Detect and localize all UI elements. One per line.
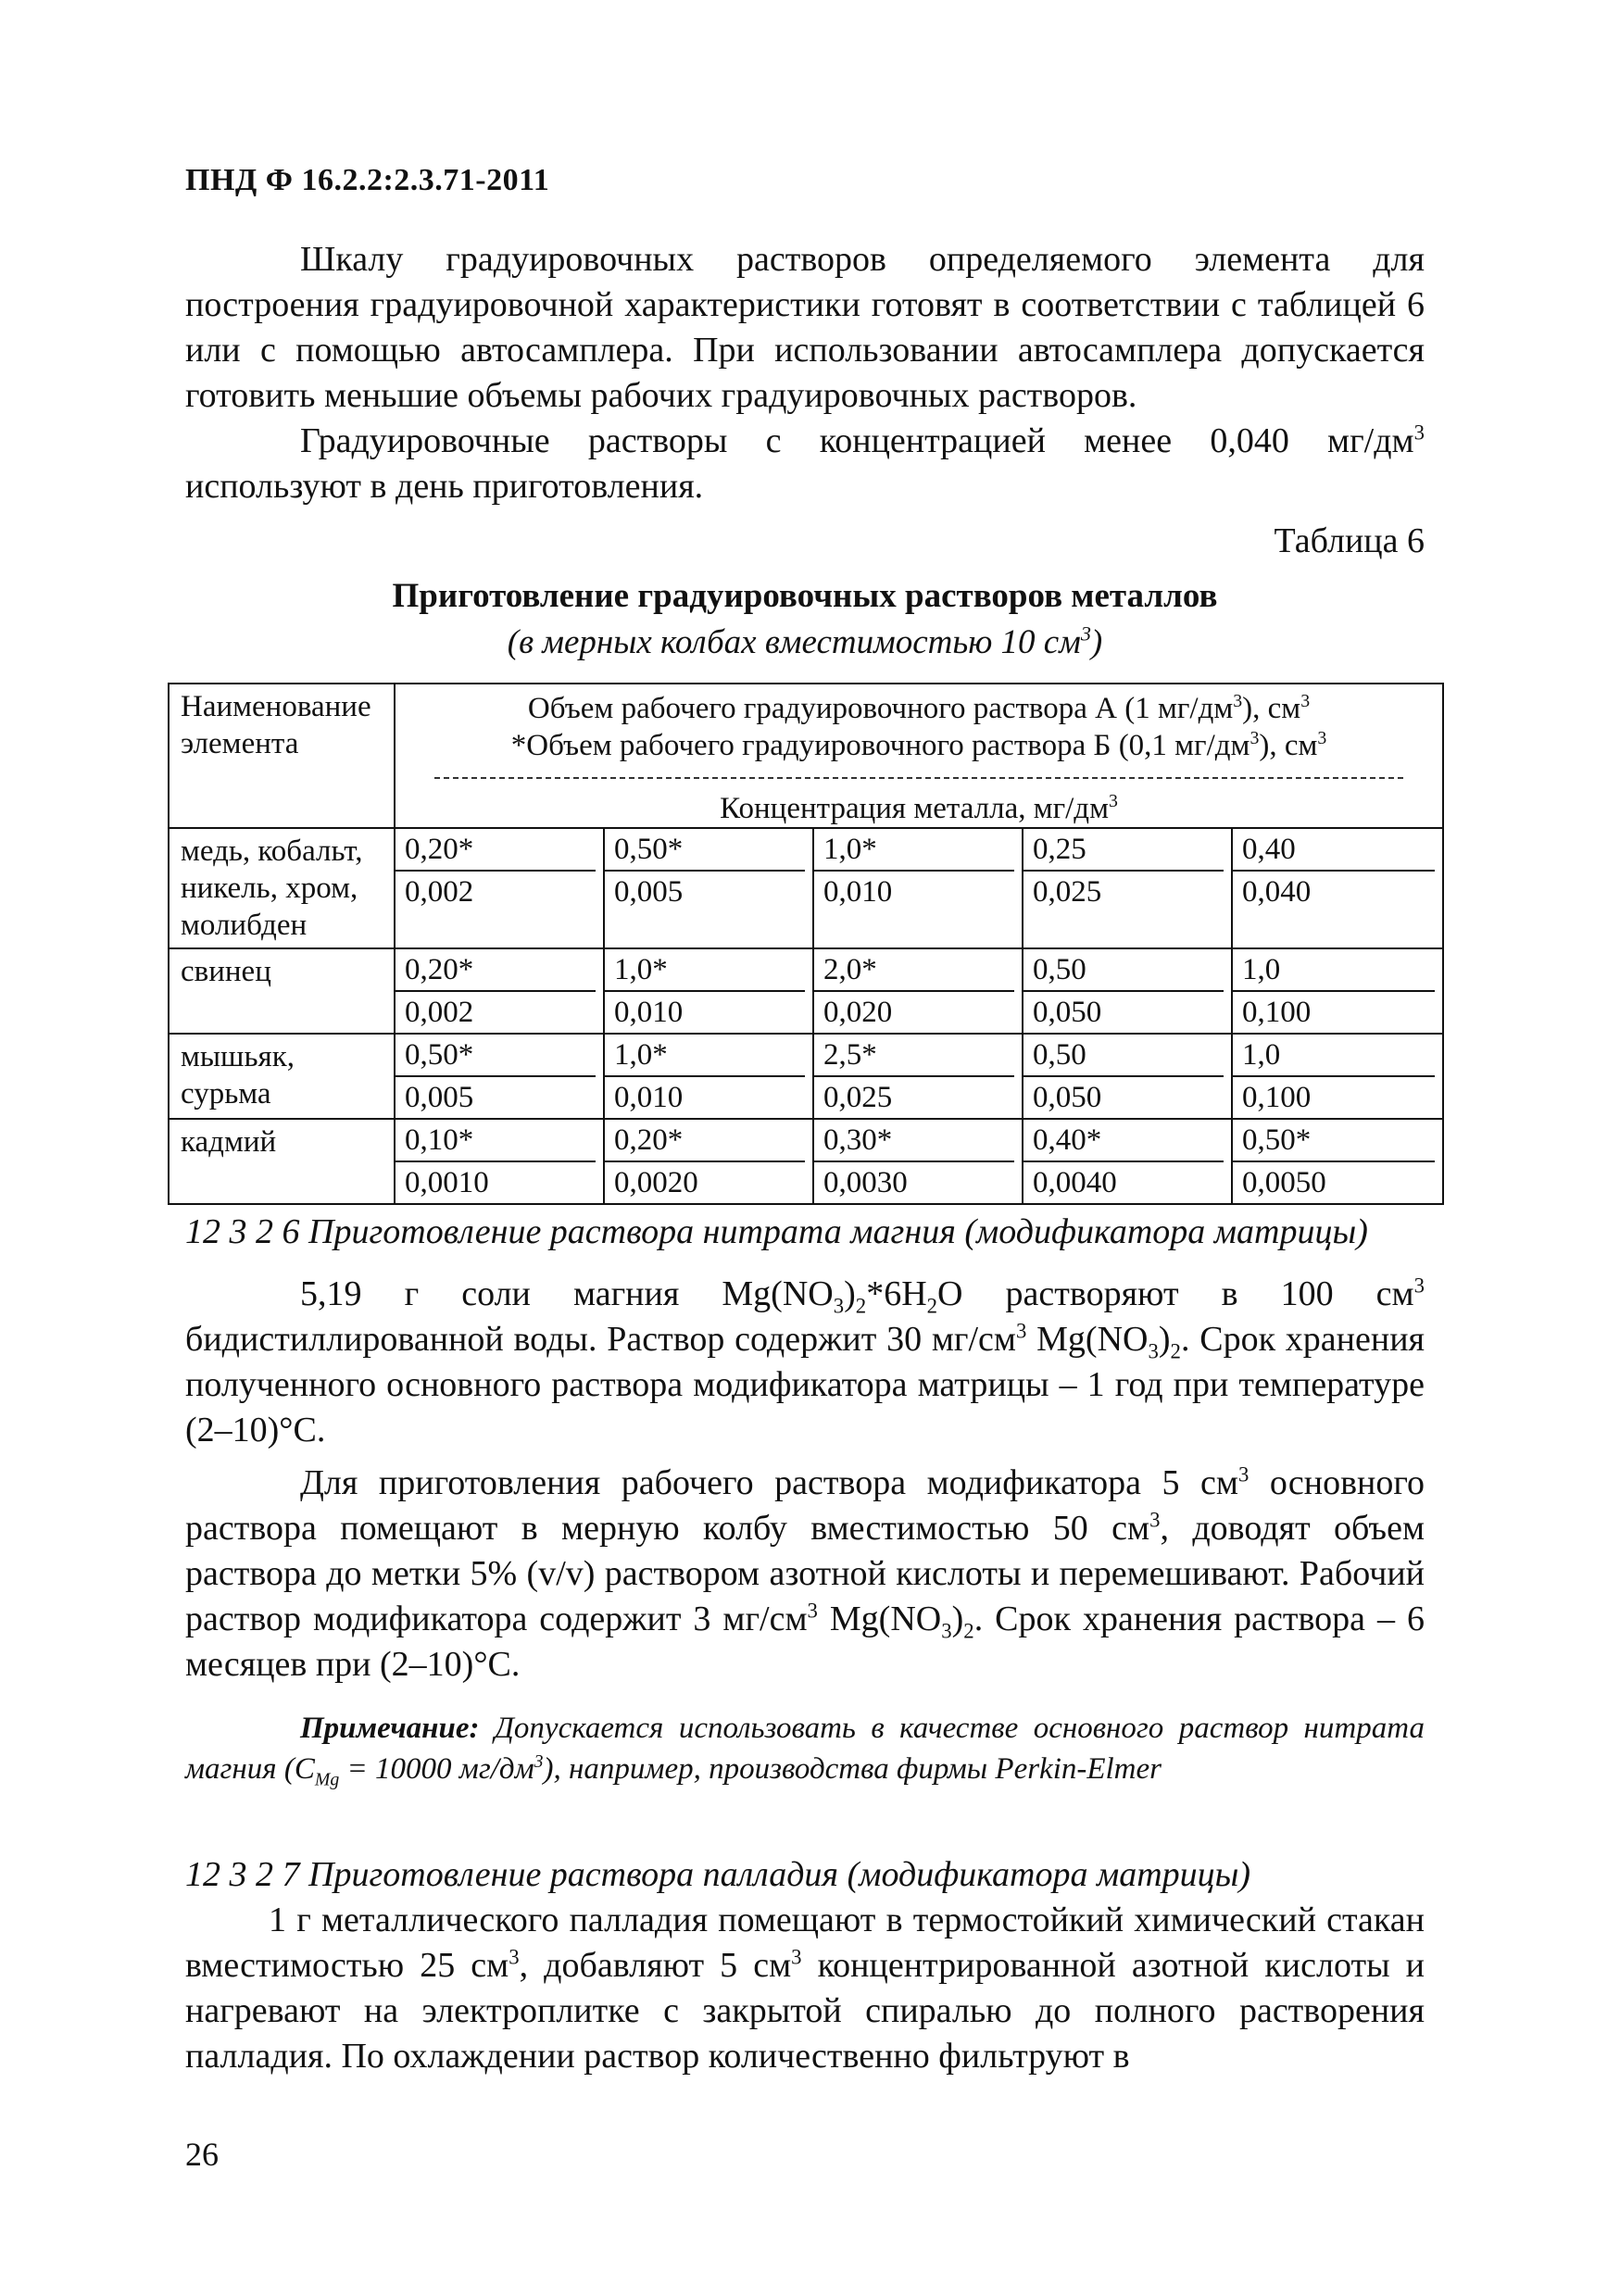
volume-value: 0,25 [1023,829,1224,872]
section-12-3-2-6-paragraph-2: Для приготовления рабочего раствора модификатора 5 $см^3$ основного раствора помещают в мерную колбу вместимостью 50 $см^3$, доводят объем раствора до метки 5% (v/v) раствором азотной кислоты и перемешивают. Рабочий раствор модификатора содержит 3 $мг/см^3$ $Mg(NO_3)_2$. Срок хранения раствора – 6 месяцев при (2–10)°C. [185,1462,1425,1684]
value-cell [813,1119,1023,1204]
value-cell [1023,1119,1232,1204]
concentration-value: 0,0050 [1242,1166,1326,1199]
section-12-3-2-7-paragraph-1: 1 г металлического палладия помещают в термостойкий химический стакан вместимостью 25 $см^3$, добавляют 5 $см^3$ концентрированной азотной кислоты и нагревают на электроплитке с закрытой спиралью до полного растворения палладия. По охлаждении раствор количественно фильтруют в [185,1901,1425,2076]
volume-value: 0,40* [1023,1120,1224,1162]
value-cell [1232,948,1443,1034]
volume-value: 2,0* [814,949,1014,992]
section-12-3-2-6-note: Примечание: Допускается использовать в качестве основного раствор нитрата магния ($C_{Mg} = 10000$ $мг/дм^3$), например, производства фирмы Perkin-Elmer [185,1712,1425,1790]
value-cell [1023,828,1232,948]
volume-value: 0,30* [814,1120,1014,1162]
section-12-3-2-6-paragraph-1: 5,19 г соли магния $Mg(NO_3)_2*6H_2O$ растворяют в 100 $см^3$ бидистиллированной воды. Раствор содержит 30 $мг/см^3$ $Mg(NO_3)_2$. Срок хранения полученного основного раствора модификатора матрицы – 1 год при температуре (2–10)°C. [185,1273,1425,1449]
value-cell [604,948,813,1034]
value-cell [604,828,813,948]
table-body [169,828,1443,1204]
value-cell [604,1119,813,1204]
concentration-value: 0,0040 [1033,1166,1117,1199]
concentration-value: 0,025 [1033,875,1102,909]
element-name-cell: свинец [169,948,395,1034]
section-title-12-3-2-7: 12 3 2 7 Приготовление раствора палладия (модификатора матрицы) [185,1855,1251,1894]
table-row [169,1119,1443,1204]
section-12-3-2-6 [185,1210,1425,1789]
concentration-value: 0,002 [405,875,474,909]
intro-text [185,237,1425,509]
volume-value: 1,0* [605,1035,805,1077]
column-header-element-name: Наименование элемента [169,684,395,828]
concentration-value: 0,100 [1242,996,1312,1029]
concentration-value: 0,002 [405,996,474,1029]
concentration-value: 0,040 [1242,875,1312,909]
volume-value: 1,0 [1233,949,1435,992]
element-name-cell: мышьяк, сурьма [169,1034,395,1119]
concentration-value: 0,010 [614,1081,684,1114]
concentration-value: 0,050 [1033,1081,1102,1114]
volume-value: 1,0* [605,949,805,992]
volume-value: 0,50* [1233,1120,1435,1162]
value-cell [1232,1034,1443,1119]
header-volume-b: *Объем рабочего градуировочного раствора Б (0,1 $мг/дм^3$), $см^3$ [510,728,1327,762]
concentration-value: 0,0010 [405,1166,489,1199]
value-cell [813,1034,1023,1119]
table-title: Приготовление градуировочных растворов металлов [392,577,1218,615]
volume-value: 0,50* [396,1035,596,1077]
volume-value: 1,0* [814,829,1014,872]
column-header-volume [395,684,1443,828]
element-name-cell: медь, кобальт, никель, хром, молибден [169,828,395,948]
value-cell [1232,828,1443,948]
concentration-value: 0,0020 [614,1166,698,1199]
intro-paragraph-2: Градуировочные растворы с концентрацией менее 0,040 $мг/дм^3$ используют в день приготовления. [185,420,1425,506]
volume-value: 0,40 [1233,829,1435,872]
value-cell [1023,948,1232,1034]
calibration-table [168,683,1444,1205]
intro-paragraph-1: Шкалу градуировочных растворов определяемого элемента для построения градуировочной характеристики готовят в соответствии с таблицей 6 или с помощью автосамплера. При использовании автосамплера допускается готовить меньшие объемы рабочих градуировочных растворов. [185,240,1425,415]
table-row [169,1034,1443,1119]
volume-value: 0,50* [605,829,805,872]
table-row [169,828,1443,948]
volume-value: 0,20* [396,829,596,872]
concentration-value: 0,025 [823,1081,893,1114]
concentration-value: 0,050 [1033,996,1102,1029]
value-cell [1232,1119,1443,1204]
value-cell [395,1119,604,1204]
header-dashed-divider [434,777,1403,779]
volume-value: 0,50 [1023,949,1224,992]
volume-value: 2,5* [814,1035,1014,1077]
concentration-value: 0,0030 [823,1166,908,1199]
volume-value: 0,50 [1023,1035,1224,1077]
document-code-header: ПНД Ф 16.2.2:2.3.71-2011 [185,163,550,197]
value-cell [604,1034,813,1119]
table-header-row [169,684,1443,828]
section-12-3-2-7 [185,1852,1425,2079]
element-name-cell: кадмий [169,1119,395,1204]
value-cell [395,828,604,948]
section-title-12-3-2-6: 12 3 2 6 Приготовление раствора нитрата магния (модификатора матрицы) [185,1212,1368,1251]
volume-value: 1,0 [1233,1035,1435,1077]
value-cell [813,948,1023,1034]
header-volume-a: Объем рабочего градуировочного раствора А (1 $мг/дм^3$), $см^3$ [527,691,1311,725]
volume-value: 0,20* [396,949,596,992]
page-number: 26 [185,2136,219,2173]
volume-value: 0,20* [605,1120,805,1162]
header-concentration: Концентрация металла, $мг/дм^3$ [720,791,1118,825]
table-row [169,948,1443,1034]
concentration-value: 0,005 [614,875,684,909]
value-cell [395,948,604,1034]
concentration-value: 0,100 [1242,1081,1312,1114]
concentration-value: 0,010 [614,996,684,1029]
concentration-value: 0,020 [823,996,893,1029]
value-cell [395,1034,604,1119]
table-label: Таблица 6 [1274,521,1425,560]
table-subtitle: (в мерных колбах вместимостью 10 $см^3$) [507,621,1103,661]
value-cell [813,828,1023,948]
concentration-value: 0,005 [405,1081,474,1114]
concentration-value: 0,010 [823,875,893,909]
value-cell [1023,1034,1232,1119]
volume-value: 0,10* [396,1120,596,1162]
